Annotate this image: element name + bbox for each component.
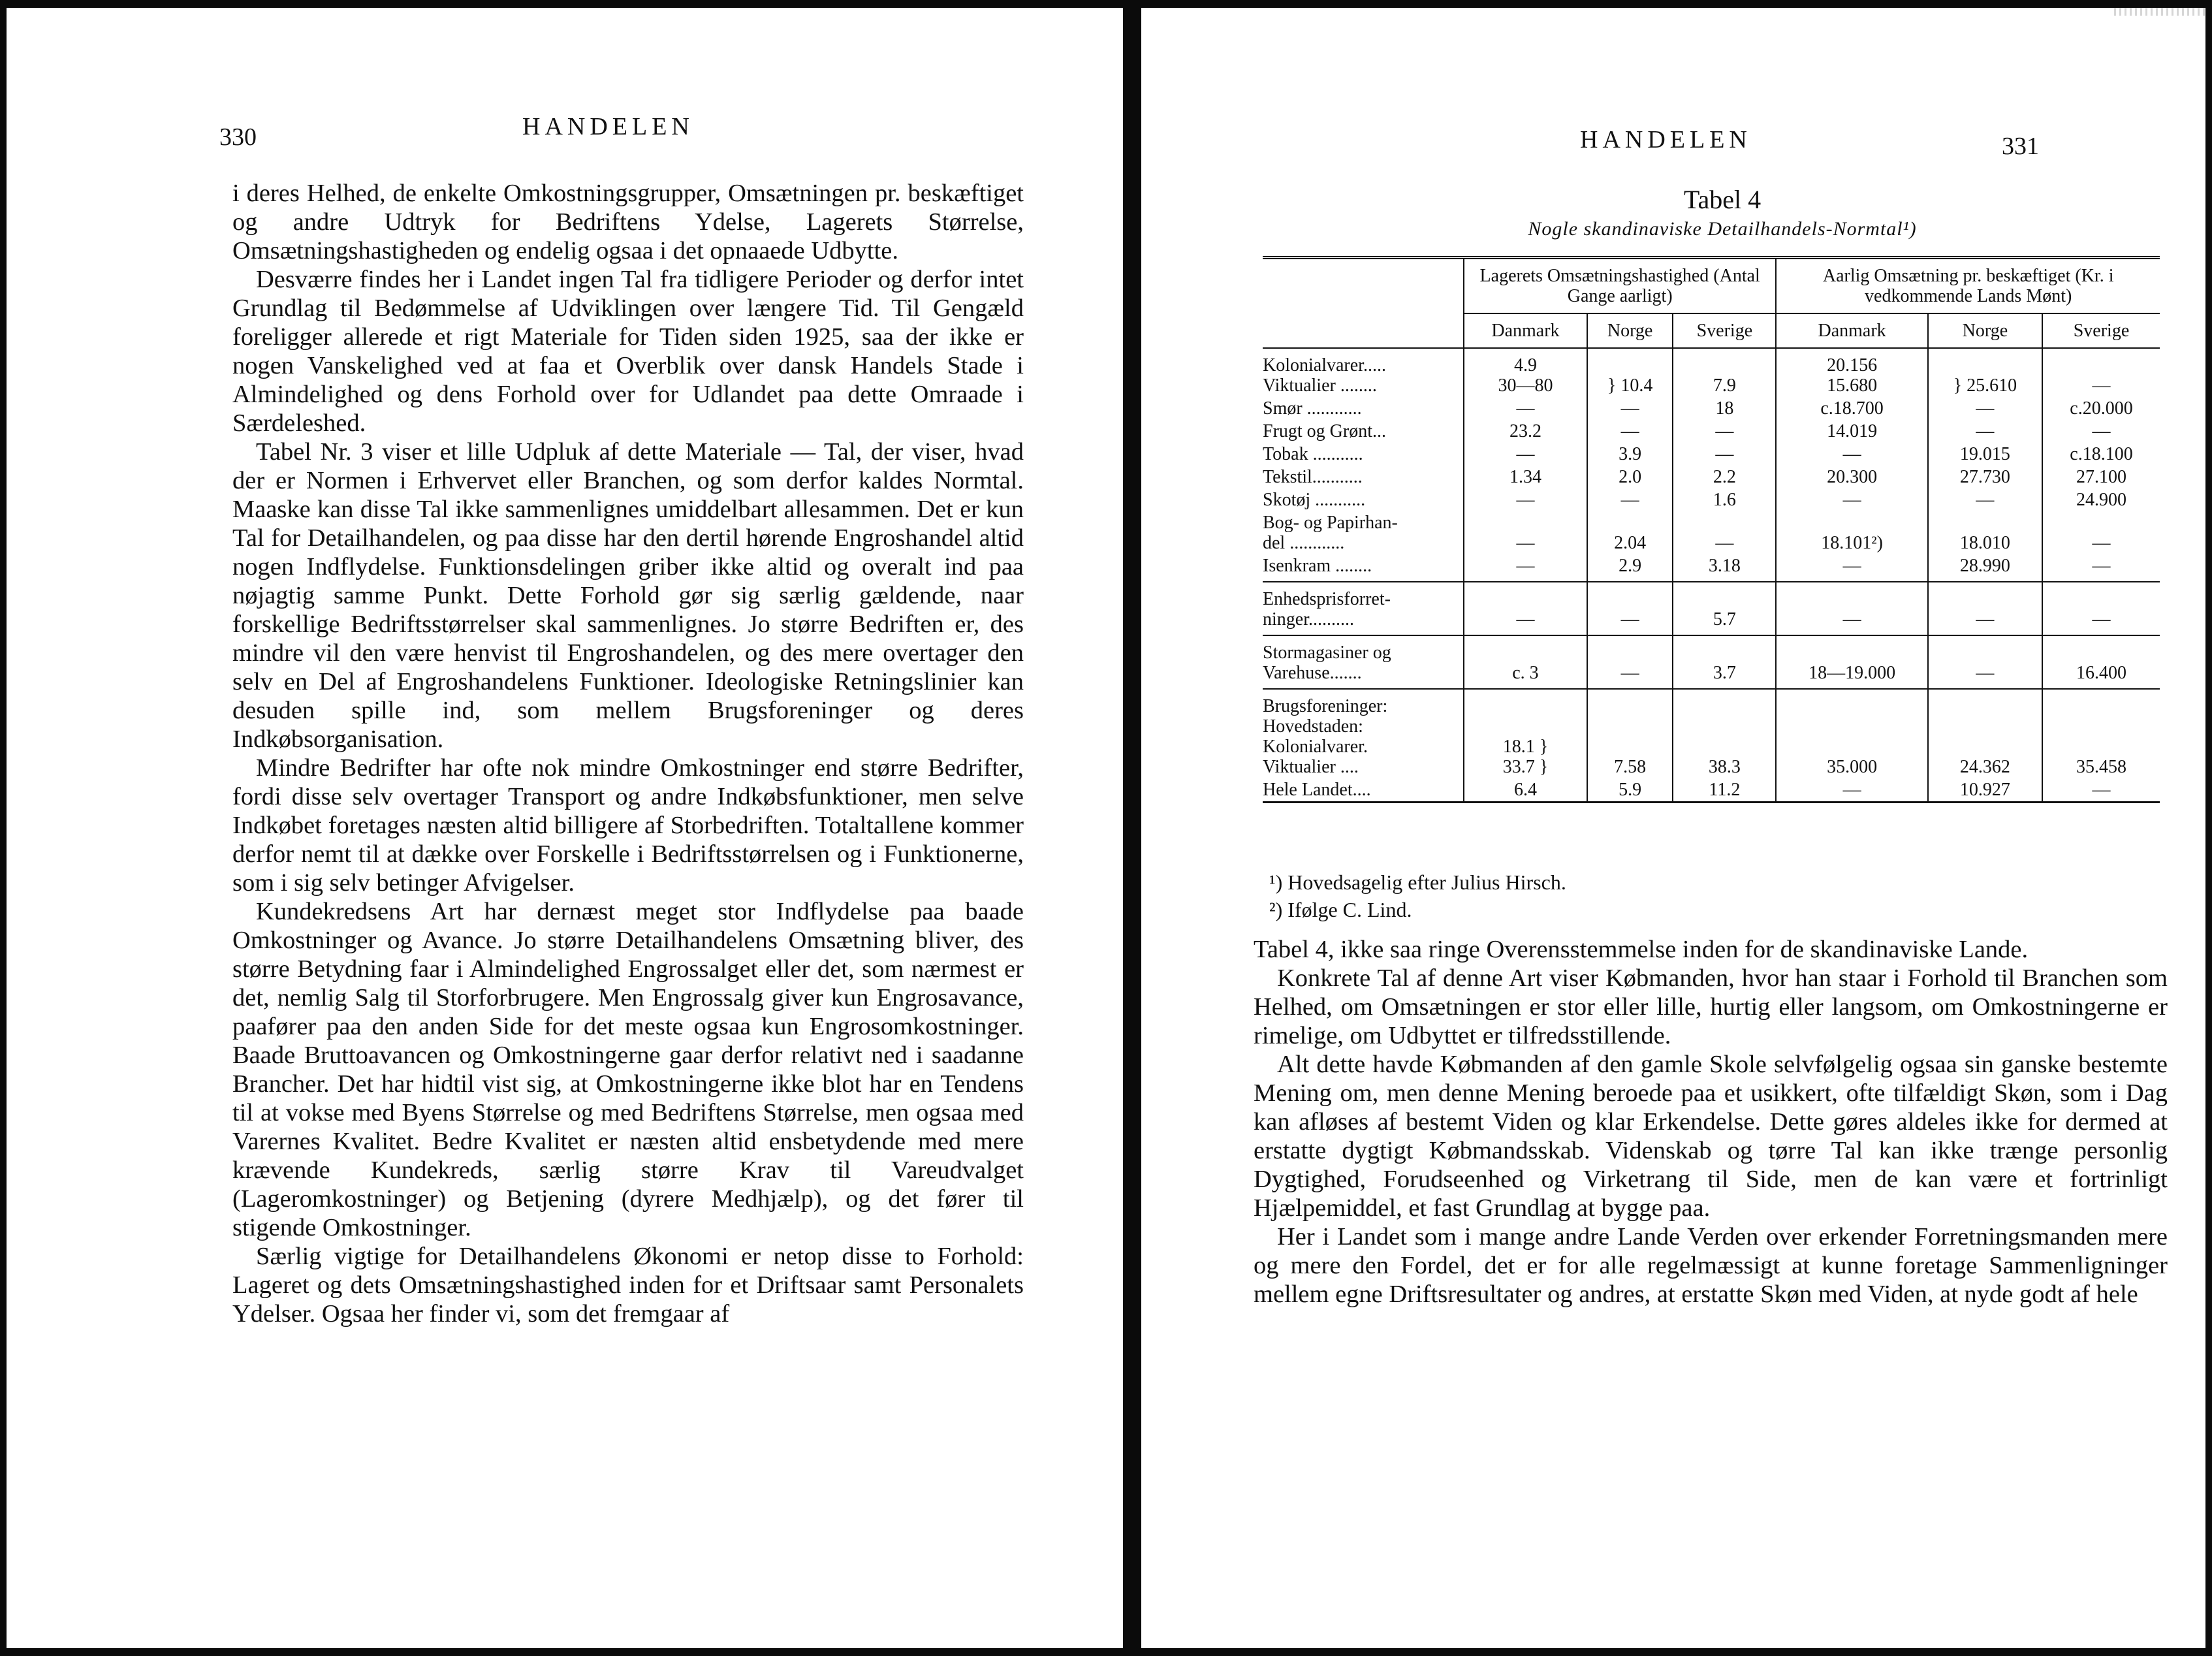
table-row [1263,420,2160,443]
table-cell: 18.101²) [1776,511,1927,554]
body-text [232,179,1024,1328]
table-cell: 18—19.000 [1776,635,1927,689]
running-head: HANDELEN [1580,126,1752,153]
table-row [1263,689,2160,778]
table-cell: 18.1 } 33.7 } [1464,689,1587,778]
page-number: 330 [219,123,257,151]
paragraph: Tabel 4, ikke saa ringe Overensstemmelse inden for de skandinaviske Lande. [1254,936,2029,963]
table-cell: 27.100 [2042,466,2160,488]
row-label: Kolonialvarer..... Viktualier ........ [1263,355,1386,396]
row-label: Stormagasiner og Varehuse....... [1263,635,1464,689]
table-cell: 2.2 [1673,466,1776,488]
table-row [1263,397,2160,420]
table-cell: — [1673,420,1776,443]
row-label: Hele Landet.... [1263,780,1371,800]
table-cell: — [1587,582,1673,635]
footnote: ¹) Hovedsagelig efter Julius Hirsch. [1269,870,1566,894]
table-cell: — [1928,397,2042,420]
scan-edge-mark [2114,8,2205,16]
table-cell: 27.730 [1928,466,2042,488]
table-cell: c.18.100 [2042,443,2160,466]
row-label: Isenkram ........ [1263,554,1464,582]
table-cell: — [1587,397,1673,420]
table-cell: 3.18 [1673,554,1776,582]
running-head: HANDELEN [522,113,694,140]
column-header: Sverige [2042,313,2160,348]
table-cell: — [1464,511,1587,554]
table-cell: 35.458 [2042,689,2160,778]
table-cell: — [1464,582,1587,635]
table-row [1263,466,2160,488]
table-cell: c.18.700 [1776,397,1927,420]
table-cell: c.20.000 [2042,397,2160,420]
table-cell: c. 3 [1464,635,1587,689]
footnote: ²) Ifølge C. Lind. [1269,898,1412,921]
table-cell: — [2042,582,2160,635]
table-body [1263,348,2160,803]
table-cell: 20.156 15.680 [1776,348,1927,397]
footnotes [1263,868,1566,923]
table-cell: 28.990 [1928,554,2042,582]
table-cell: — [2042,554,2160,582]
table-cell: — [1464,397,1587,420]
table-cell: 18 [1673,397,1776,420]
table-cell: 3.9 [1587,443,1673,466]
table-cell: 2.04 [1587,511,1673,554]
table-cell: — [1587,488,1673,511]
paragraph: Særlig vigtige for Detailhandelens Økonomi er netop disse to Forhold: Lageret og dets Omsætningshastighed inden for et Driftsaar samt Personalets Ydelser. Ogsaa her finder vi, som det fremgaar af [232,1243,1024,1328]
table-cell: — [1464,488,1587,511]
table-cell: — [1673,443,1776,466]
column-header: Norge [1587,313,1673,348]
table-cell: 11.2 [1673,778,1776,803]
row-label: Tobak ........... [1263,444,1363,464]
table-cell: — [2042,778,2160,803]
row-label: Enhedsprisforret- ninger.......... [1263,582,1464,635]
table-cell: 18.010 [1928,511,2042,554]
paragraph: Mindre Bedrifter har ofte nok mindre Omkostninger end større Bedrifter, fordi disse selv overtager Transport og andre Indkøbsfunktioner, men selve Indkøbet foretages næsten altid billigere af Storbedriften. Totaltallene kommer derfor nemt til at dække over Forskelle i Bedriftsstørrelsen og i Funktionerne, som i sig selv betinger Afvigelser. [232,754,1024,897]
table-cell: 3.7 [1673,635,1776,689]
table-cell: — [1464,554,1587,582]
table-row [1263,582,2160,635]
table-row [1263,443,2160,466]
table-row [1263,488,2160,511]
table-cell: 38.3 [1673,689,1776,778]
paragraph: Alt dette havde Købmanden af den gamle Skole selvfølgelig ogsaa sin ganske bestemte Mening om, men denne Mening beroede paa et usikkert, ofte tilfældigt Skøn, som i Dag kan afløses af bestemt Viden og klar Erkendelse. Dette gøres aldeles ikke for dermed at erstatte dygtigt Købmandsskab. Videnskab og tørre Tal kan ikke trænge personlig Dygtighed, Forudseenhed og Virketrang til Side, men de kan være et fortrinligt Hjælpemiddel, et fast Grundlag at bygge paa. [1254,1051,2168,1222]
table-cell: 16.400 [2042,635,2160,689]
table-row [1263,511,2160,554]
paragraph: Konkrete Tal af denne Art viser Købmanden, hvor han staar i Forhold til Branchen som Helhed, om Omsætningen er stor eller lille, hurtig eller langsom, om Omkostningerne er rimelige, om Udbyttet er tilfredsstillende. [1254,964,2168,1049]
table-cell: — [1928,420,2042,443]
paragraph: Her i Landet som i mange andre Lande Verden over erkender Forretningsmanden mere og mere den Fordel, det er for alle regelmæssigt at kunne foretage Sammenligninger mellem egne Driftsresultater og andres, at erstatte Skøn med Viden, at nyde godt af hele [1254,1223,2168,1308]
normtal-table [1263,256,2160,803]
table-cell: — [1776,443,1927,466]
table-cell: 24.362 [1928,689,2042,778]
table-label: Tabel 4 [1683,185,1762,214]
table-cell: — [1776,554,1927,582]
table-row [1263,348,2160,397]
table-row [1263,635,2160,689]
table-cell: 2.9 [1587,554,1673,582]
group-header: Lagerets Omsætningshastighed (Antal Gange aarligt) [1464,258,1776,314]
table-cell: 19.015 [1928,443,2042,466]
column-header: Sverige [1673,313,1776,348]
table-cell: — [1776,778,1927,803]
paragraph: Kundekredsens Art har dernæst meget stor Indflydelse paa baade Omkostninger og Avance. Jo større Detailhandelens Omsætning bliver, des større Betydning faar i Almindelighed Engrossalget eller det, som nærmest er det, nemlig Salg til Storforbrugere. Men Engrossalg giver kun Engrosavance, paafører paa den anden Side for det meste ogsaa kun Engrosomkostninger. Baade Bruttoavancen og Omkostningerne gaar derfor relativt ned i saadanne Brancher. Det har hidtil vist sig, at Omkostningerne ikke blot har en Tendens til at vokse med Byens Størrelse og med Bedriftens Størrelse, men ogsaa med Varernes Kvalitet. Bedre Kvalitet er næsten altid ensbetydende med mere krævende Kundekreds, særlig større Krav til Vareudvalget (Lageromkostninger) og Betjening (dyrere Medhjælp), og det fører til stigende Omkostninger. [232,898,1024,1241]
column-header: Norge [1928,313,2042,348]
table-cell: 4.9 30—80 [1464,348,1587,397]
table-cell: — [1587,420,1673,443]
row-label: Tekstil........... [1263,467,1363,487]
row-label: Smør ............ [1263,398,1362,419]
table-cell: 7.58 [1587,689,1673,778]
table-cell: } 10.4 [1587,348,1673,397]
table-row [1263,554,2160,582]
table-cell: — [1673,511,1776,554]
paragraph: Desværre findes her i Landet ingen Tal fra tidligere Perioder og derfor intet Grundlag til Bedømmelse af Udviklingen over længere Tid. Til Gengæld foreligger allerede et rigt Materiale for Tiden siden 1925, saa der ikke er nogen Vanskelighed ved at faa et Overblik over dansk Handels Stade i Almindelighed og dens Forhold over for Udlandet paa dette Omraade i Særdeleshed. [232,266,1024,437]
column-header: Danmark [1464,313,1587,348]
row-label: Skotøj ........... [1263,490,1366,510]
table-cell: 5.9 [1587,778,1673,803]
column-header: Danmark [1776,313,1927,348]
row-label: Bog- og Papirhan- del ............ [1263,513,1398,553]
row-label: Brugsforeninger: Hovedstaden: Kolonialvarer. Viktualier .... [1263,696,1388,777]
left-page [7,8,1123,1648]
table-cell: 10.927 [1928,778,2042,803]
body-text [1254,935,2168,1309]
table-cell: — [1587,635,1673,689]
table-row [1263,778,2160,803]
table-caption: Nogle skandinaviske Detailhandels-Normtal¹) [1528,218,1917,240]
table-cell: 2.0 [1587,466,1673,488]
right-page [1141,8,2205,1648]
table-cell: — [1776,582,1927,635]
table-cell: — [1464,443,1587,466]
table-cell: 7.9 [1673,348,1776,397]
table-cell: 35.000 [1776,689,1927,778]
table-cell: 6.4 [1464,778,1587,803]
paragraph: Tabel Nr. 3 viser et lille Udpluk af dette Materiale — Tal, der viser, hvad der er Normen i Erhvervet eller Branchen, og som derfor kaldes Normtal. Maaske kan disse Tal ikke sammenlignes umiddelbart allesammen. Det er kun Tal for Detailhandelen, og paa disse har den dertil hørende Engroshandel altid nogen Indflydelse. Funktionsdelingen griber ikke altid og overalt ind paa nøjagtig samme Punkt. Dette Forhold gør sig særlig gældende, naar forskellige Bedriftsstørrelser skal sammenlignes. Jo større Bedriften er, des mindre vil den være henvist til Engroshandelen, og des mere overtager den selv en Del af Engroshandelens Funktioner. Ideologiske Retningslinier kan desuden spille ind, som mellem Brugsforeninger og deres Indkøbsorganisation. [232,438,1024,753]
table-cell: — [2042,348,2160,397]
table-cell: 1.34 [1464,466,1587,488]
table-cell: — [1928,582,2042,635]
table-cell: } 25.610 [1928,348,2042,397]
stub-header [1263,258,1464,349]
table-cell: — [1776,488,1927,511]
table-cell: 20.300 [1776,466,1927,488]
table-cell: 23.2 [1464,420,1587,443]
page-number: 331 [2002,133,2039,160]
table-cell: — [2042,420,2160,443]
row-label: Frugt og Grønt... [1263,421,1386,441]
table-cell: — [2042,511,2160,554]
group-header: Aarlig Omsætning pr. beskæftiget (Kr. i vedkommende Lands Mønt) [1776,258,2160,314]
table-cell: — [1928,635,2042,689]
table-cell: 24.900 [2042,488,2160,511]
table-cell: 14.019 [1776,420,1927,443]
table-cell: — [1928,488,2042,511]
paragraph: i deres Helhed, de enkelte Omkostningsgrupper, Omsætningen pr. beskæftiget og andre Udtryk for Bedriftens Ydelse, Lagerets Størrelse, Omsætningshastigheden og endelig ogsaa i det opnaaede Udbytte. [232,180,1024,264]
table-cell: 5.7 [1673,582,1776,635]
table-cell: 1.6 [1673,488,1776,511]
